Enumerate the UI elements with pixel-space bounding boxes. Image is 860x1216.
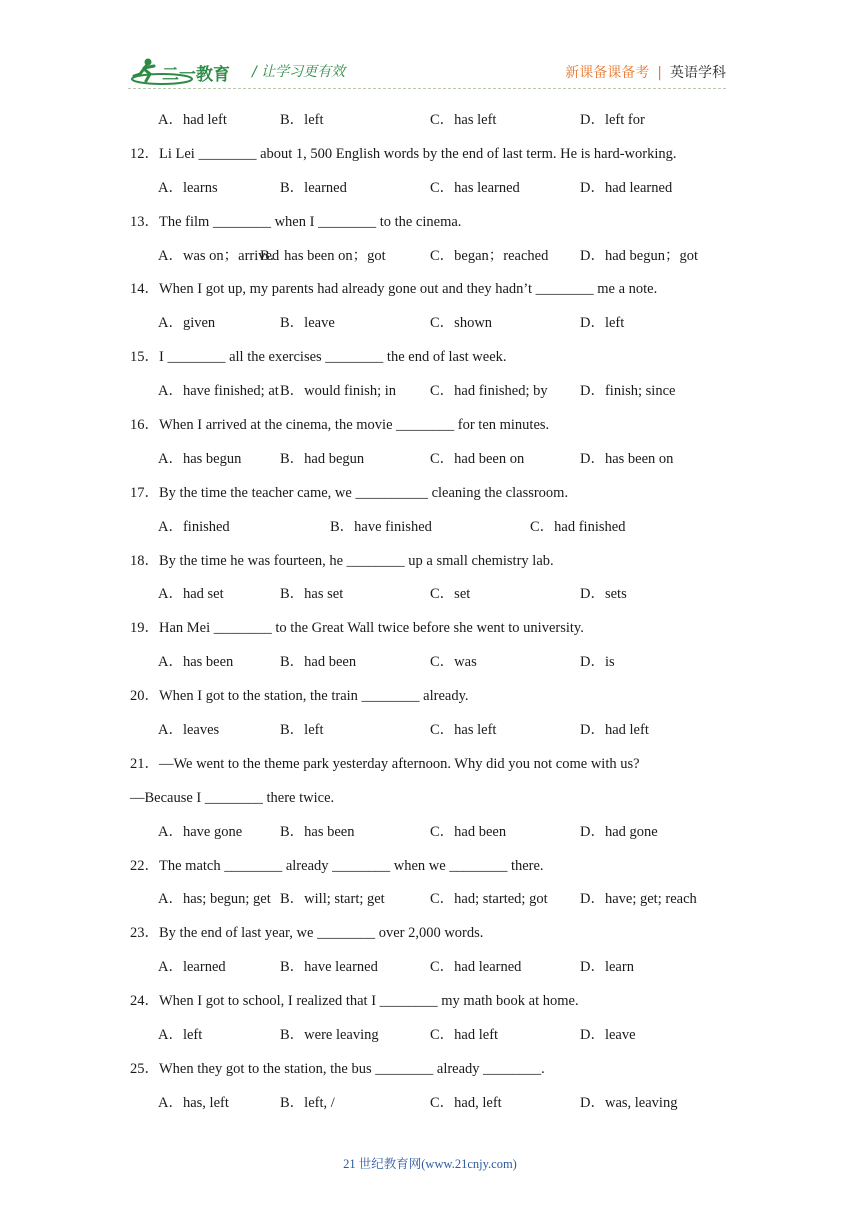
option-row: [130, 578, 750, 612]
option-a: A．leaves: [158, 722, 220, 739]
question-stem: 17．By the time the teacher came, we __________ cleaning the classroom.: [130, 484, 569, 501]
option-a: A．had left: [158, 112, 227, 128]
option-c: C．had learned: [430, 959, 522, 976]
option-row: [130, 307, 750, 341]
option-b: B．left: [280, 112, 324, 128]
option-d: D．learn: [580, 959, 634, 976]
option-c: C．has learned: [430, 179, 520, 196]
question-stem: 18．By the time he was fourteen, he ________ up a small chemistry lab.: [130, 552, 554, 569]
option-row: [130, 1087, 750, 1121]
option-b: B．would finish; in: [280, 383, 397, 400]
option-a: A．has been: [158, 654, 234, 671]
question-stem: 25．When they got to the station, the bus ________ already ________.: [130, 1060, 545, 1077]
question-stem: 15．I ________ all the exercises ________ the end of last week.: [130, 349, 507, 366]
logo-text: 二一教育: [162, 65, 230, 85]
option-d: D．finish; since: [580, 383, 676, 400]
header-separator: |: [657, 65, 662, 81]
question-stem: 14．When I got up, my parents had already gone out and they hadn’t ________ me a note.: [130, 281, 658, 298]
question-stem: 23．By the end of last year, we ________ over 2,000 words.: [130, 925, 484, 942]
question-stem: 21．—We went to the theme park yesterday afternoon. Why did you not come with us?: [130, 755, 640, 772]
option-d: D．sets: [580, 586, 627, 603]
question-stem: 16．When I arrived at the cinema, the movie ________ for ten minutes.: [130, 417, 550, 434]
page-header: [128, 54, 726, 90]
option-a: A．has; begun; get: [158, 891, 271, 908]
option-b: B．has been on；got: [260, 247, 386, 264]
option-b: B．will; start; get: [280, 891, 385, 908]
option-a: A．have finished; at: [158, 383, 279, 400]
option-d: D．have; get; reach: [580, 891, 697, 908]
option-a: A．have gone: [158, 823, 243, 840]
option-row: [130, 714, 750, 748]
option-b: B．leave: [280, 315, 335, 332]
question-stem: 13．The film ________ when I ________ to the cinema.: [130, 213, 462, 230]
option-row: [130, 240, 750, 274]
option-a: A．had set: [158, 586, 224, 603]
option-d: D．is: [580, 654, 615, 671]
option-a: A．was on；arrived: [158, 247, 280, 264]
option-d: D．has been on: [580, 450, 674, 467]
option-d: D．had begun；got: [580, 247, 698, 264]
option-c: C．set: [430, 586, 471, 603]
option-c: C．has left: [430, 722, 497, 739]
option-d: D．had gone: [580, 823, 658, 840]
option-b: B．has been: [280, 823, 355, 840]
option-b: B．has set: [280, 586, 344, 603]
option-b: B．learned: [280, 179, 347, 196]
option-c: C．shown: [430, 315, 493, 332]
option-c: C．had been: [430, 823, 507, 840]
site-logo: [128, 54, 246, 88]
page-footer: 21 世纪教育网(www.21cnjy.com): [343, 1157, 517, 1171]
option-row: [130, 375, 750, 409]
option-c: C．had finished; by: [430, 383, 548, 400]
option-b: B．left: [280, 722, 324, 739]
option-c: C．had finished: [530, 518, 626, 535]
option-a: A．left: [158, 1027, 203, 1044]
option-c: C．began；reached: [430, 247, 549, 264]
option-a: A．learned: [158, 959, 226, 976]
option-d: D．had left: [580, 722, 649, 739]
header-slogan: / 让学习更有效: [252, 64, 346, 80]
option-row: [130, 883, 750, 917]
option-c: C．had been on: [430, 450, 525, 467]
option-b: B．have finished: [330, 518, 432, 535]
option-d: D．leave: [580, 1027, 636, 1044]
option-a: A．has begun: [158, 450, 242, 467]
option-d: D．was, leaving: [580, 1094, 678, 1111]
question-stem: 24．When I got to school, I realized that I ________ my math book at home.: [130, 993, 579, 1010]
question-stem: 20．When I got to the station, the train ________ already.: [130, 688, 469, 705]
header-right: [565, 62, 726, 82]
option-row: [130, 104, 750, 138]
header-divider: [128, 88, 726, 89]
option-c: C．was: [430, 654, 477, 671]
option-d: D．had learned: [580, 179, 673, 196]
option-a: A．has, left: [158, 1094, 229, 1111]
header-subject: 英语学科: [670, 65, 726, 81]
option-d: D．left for: [580, 112, 645, 128]
option-a: A．given: [158, 315, 216, 332]
question-stem: 12．Li Lei ________ about 1, 500 English words by the end of last term. He is hard-working.: [130, 145, 677, 162]
question-stem-continued: —Because I ________ there twice.: [130, 789, 335, 806]
option-row: [130, 816, 750, 850]
option-a: A．learns: [158, 179, 218, 196]
option-b: B．had been: [280, 654, 357, 671]
option-row: [130, 172, 750, 206]
header-course-label: 新课备课备考: [565, 65, 650, 81]
option-d: D．left: [580, 315, 625, 332]
question-list: [130, 104, 750, 1121]
option-c: C．had, left: [430, 1094, 502, 1111]
option-b: B．have learned: [280, 959, 378, 976]
option-b: B．had begun: [280, 450, 365, 467]
question-stem: 22．The match ________ already ________ when we ________ there.: [130, 857, 544, 874]
option-b: B．left, /: [280, 1094, 335, 1111]
option-row: [130, 511, 750, 545]
option-c: C．had; started; got: [430, 891, 548, 908]
question-stem: 19．Han Mei ________ to the Great Wall twice before she went to university.: [130, 620, 584, 637]
option-b: B．were leaving: [280, 1027, 379, 1044]
option-row: [130, 646, 750, 680]
option-row: [130, 951, 750, 985]
option-row: [130, 1019, 750, 1053]
option-row: [130, 443, 750, 477]
option-c: C．had left: [430, 1027, 499, 1044]
option-c: C．has left: [430, 112, 497, 128]
option-a: A．finished: [158, 518, 230, 535]
